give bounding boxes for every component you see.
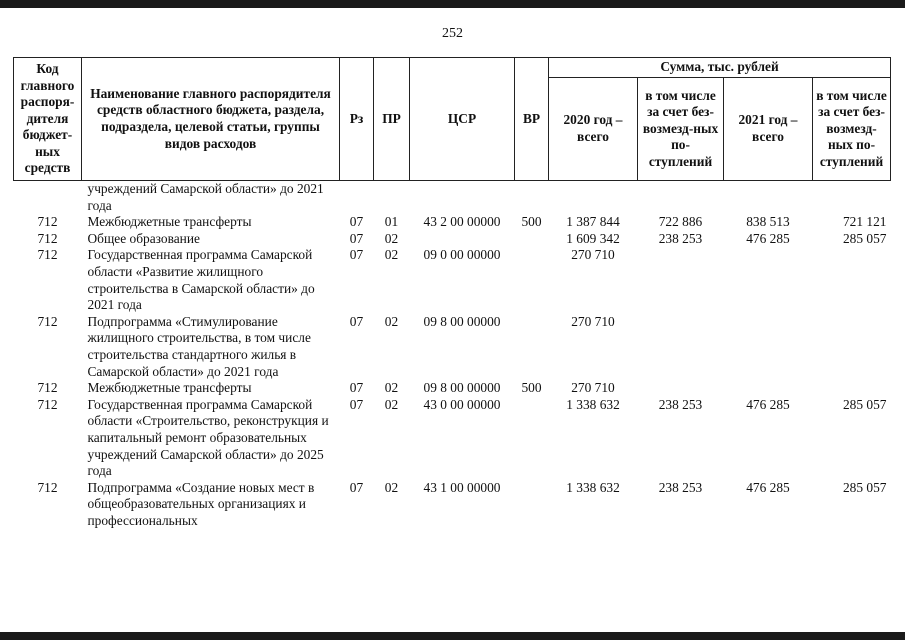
cell-code: 712: [37, 313, 58, 329]
cell-2021-free: 285 057: [842, 230, 887, 246]
cell-name: Государственная программа Самарской области «Строительство, реконструкция и капитальный ремонт образовательных учреждений Самарской области» до 2025 года: [87, 396, 329, 479]
cell-vr: [515, 231, 549, 248]
cell-2020-total: 270 710: [571, 313, 615, 329]
table-row: [14, 231, 891, 248]
cell-pr: 02: [384, 313, 399, 329]
cell-2021-total: 476 285: [746, 479, 790, 495]
cell-csr: 43 1 00 00000: [423, 479, 501, 495]
cell-2021-total: [724, 247, 813, 313]
cell-name: Государственная программа Самарской области «Развитие жилищного строительства в Самарской области» до 2021 года: [87, 247, 315, 313]
header-2020-total: 2020 год – всего: [549, 78, 638, 181]
cell-pr: 02: [384, 380, 399, 396]
cell-csr: 43 0 00 00000: [423, 396, 501, 412]
top-border: [0, 0, 905, 8]
header-2021-free: в том числе за счет без-возмезд-ных по-ступлений: [813, 78, 891, 181]
cell-rz: [340, 181, 374, 215]
cell-vr: 500: [521, 380, 542, 396]
cell-name: Общее образование: [87, 230, 200, 246]
header-rz: Рз: [340, 58, 374, 181]
cell-name: Подпрограмма «Стимулирование жилищного строительства, в том числе строительства стандартного жилья в Самарской области» до 2021 года: [87, 313, 311, 379]
cell-2021-total: 476 285: [746, 230, 790, 246]
header-2020-free: в том числе за счет без-возмезд-ных по-ступлений: [638, 78, 724, 181]
cell-2020-free: [638, 181, 724, 215]
cell-pr: 02: [384, 479, 399, 495]
cell-2020-total: 1 609 342: [566, 230, 620, 246]
cell-2020-free: 722 886: [658, 214, 703, 230]
cell-2021-free: [813, 380, 891, 397]
table-row: [14, 247, 891, 313]
header-2021-total: 2021 год – всего: [724, 78, 813, 181]
cell-code: [14, 181, 82, 215]
cell-rz: 07: [349, 214, 364, 230]
cell-2020-free: [638, 380, 724, 397]
cell-pr: [374, 181, 410, 215]
cell-2020-free: 238 253: [658, 396, 703, 412]
cell-csr: 09 8 00 00000: [423, 380, 501, 396]
budget-table: [13, 57, 891, 529]
header-csr: ЦСР: [410, 58, 515, 181]
cell-code: 712: [37, 214, 58, 230]
cell-2021-free: 721 121: [842, 214, 887, 230]
cell-2020-total: 1 338 632: [566, 479, 620, 495]
table-body: [14, 181, 891, 530]
cell-vr: [515, 181, 549, 215]
cell-vr: [515, 480, 549, 530]
table-row: [14, 181, 891, 215]
cell-rz: 07: [349, 230, 364, 246]
cell-2020-free: [638, 247, 724, 313]
cell-code: 712: [37, 380, 58, 396]
cell-2021-total: 838 513: [746, 214, 790, 230]
header-name: Наименование главного распорядителя средств областного бюджета, раздела, подраздела, целевой статьи, группы видов расходов: [82, 58, 340, 181]
cell-2020-total: 270 710: [571, 247, 615, 263]
table-row: [14, 314, 891, 380]
cell-pr: 02: [384, 247, 399, 263]
header-code: Код главного распоря-дителя бюджет-ных средств: [14, 58, 82, 181]
cell-2020-total: 1 338 632: [566, 396, 620, 412]
cell-name: Межбюджетные трансферты: [87, 380, 252, 396]
cell-2020-total: [549, 181, 638, 215]
cell-rz: 07: [349, 247, 364, 263]
cell-csr: [410, 231, 515, 248]
cell-2020-total: 1 387 844: [566, 214, 620, 230]
cell-csr: 09 8 00 00000: [423, 313, 501, 329]
cell-csr: 43 2 00 00000: [423, 214, 501, 230]
cell-csr: [410, 181, 515, 215]
cell-rz: 07: [349, 313, 364, 329]
cell-name: Подпрограмма «Создание новых мест в общеобразовательных организациях и профессиональных: [87, 479, 315, 528]
cell-pr: 02: [384, 230, 399, 246]
page-number: 252: [442, 26, 463, 41]
cell-csr: 09 0 00 00000: [423, 247, 501, 263]
header-vr: ВР: [515, 58, 549, 181]
cell-2021-total: [724, 181, 813, 215]
cell-2021-total: [724, 380, 813, 397]
cell-2021-free: [813, 247, 891, 313]
cell-2021-free: 285 057: [842, 479, 887, 495]
cell-code: 712: [37, 230, 58, 246]
cell-code: 712: [37, 396, 58, 412]
cell-vr: [515, 397, 549, 480]
cell-2021-total: 476 285: [746, 396, 790, 412]
cell-name: Межбюджетные трансферты: [87, 214, 252, 230]
cell-rz: 07: [349, 479, 364, 495]
table-row: [14, 397, 891, 480]
cell-2020-free: [638, 314, 724, 380]
cell-2021-free: [813, 181, 891, 215]
cell-2020-total: 270 710: [571, 380, 615, 396]
cell-pr: 02: [384, 396, 399, 412]
cell-vr: [515, 314, 549, 380]
table-row: [14, 480, 891, 530]
cell-rz: 07: [349, 380, 364, 396]
cell-2021-free: [813, 314, 891, 380]
cell-2021-free: 285 057: [842, 396, 887, 412]
cell-2020-free: 238 253: [658, 479, 703, 495]
cell-2020-free: 238 253: [658, 230, 703, 246]
header-sum-group: Сумма, тыс. рублей: [549, 58, 891, 78]
cell-pr: 01: [384, 214, 399, 230]
cell-vr: [515, 247, 549, 313]
table-row: [14, 214, 891, 231]
cell-2021-total: [724, 314, 813, 380]
header-pr: ПР: [374, 58, 410, 181]
cell-name: учреждений Самарской области» до 2021 года: [87, 181, 324, 213]
cell-rz: 07: [349, 396, 364, 412]
cell-code: 712: [37, 479, 58, 495]
cell-vr: 500: [521, 214, 542, 230]
bottom-border: [0, 632, 905, 640]
table-header: [14, 58, 891, 181]
cell-code: 712: [37, 247, 58, 263]
table-row: [14, 380, 891, 397]
